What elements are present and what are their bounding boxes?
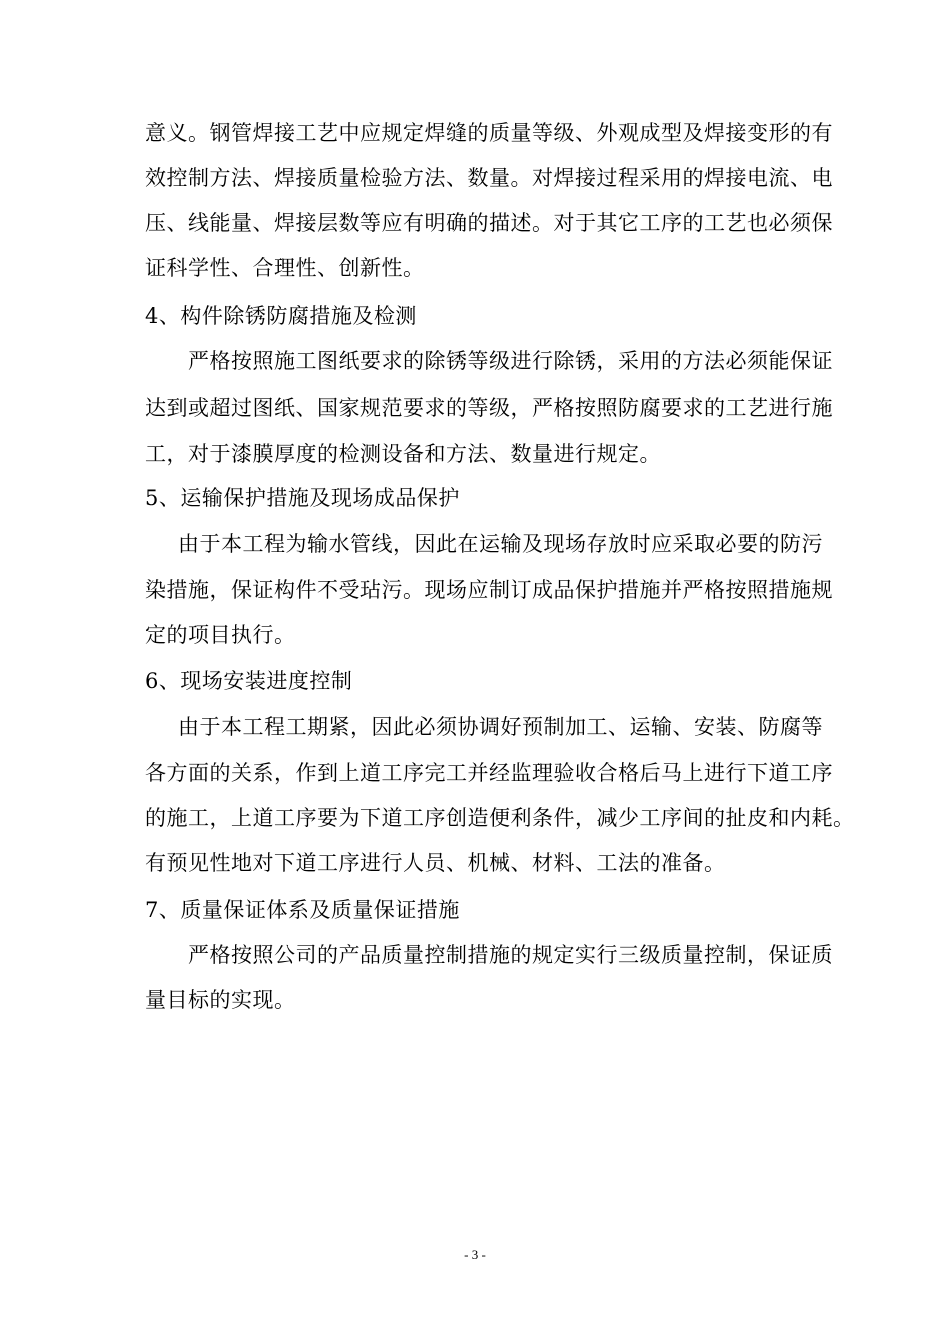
paragraph-line: 由于本工程为输水管线，因此在运输及现场存放时应采取必要的防污	[178, 532, 823, 556]
section-heading-6: 6、现场安装进度控制	[145, 669, 353, 693]
paragraph-line: 的施工，上道工序要为下道工序创造便利条件，减少工序间的扯皮和内耗。	[145, 806, 855, 830]
paragraph-line: 效控制方法、焊接质量检验方法、数量。对焊接过程采用的焊接电流、电	[145, 166, 833, 190]
paragraph-line: 各方面的关系，作到上道工序完工并经监理验收合格后马上进行下道工序	[145, 761, 833, 785]
section-heading-7: 7、质量保证体系及质量保证措施	[145, 898, 460, 922]
paragraph-line: 严格按照施工图纸要求的除锈等级进行除锈，采用的方法必须能保证	[188, 349, 833, 373]
paragraph-line: 定的项目执行。	[145, 623, 296, 647]
page-number: - 3 -	[464, 1247, 486, 1262]
paragraph-line: 达到或超过图纸、国家规范要求的等级，严格按照防腐要求的工艺进行施	[145, 396, 833, 420]
paragraph-line: 压、线能量、焊接层数等应有明确的描述。对于其它工序的工艺也必须保	[145, 211, 833, 235]
paragraph-line: 有预见性地对下道工序进行人员、机械、材料、工法的准备。	[145, 851, 726, 875]
paragraph-line: 严格按照公司的产品质量控制措施的规定实行三级质量控制，保证质	[188, 943, 833, 967]
paragraph-line: 意义。钢管焊接工艺中应规定焊缝的质量等级、外观成型及焊接变形的有	[145, 121, 833, 145]
paragraph-line: 工，对于漆膜厚度的检测设备和方法、数量进行规定。	[145, 442, 661, 466]
paragraph-line: 证科学性、合理性、创新性。	[145, 256, 425, 280]
section-heading-5: 5、运输保护措施及现场成品保护	[145, 486, 460, 510]
paragraph-line: 由于本工程工期紧，因此必须协调好预制加工、运输、安装、防腐等	[178, 715, 823, 739]
paragraph-line: 量目标的实现。	[145, 988, 296, 1012]
section-heading-4: 4、构件除锈防腐措施及检测	[145, 304, 417, 328]
paragraph-line: 染措施，保证构件不受玷污。现场应制订成品保护措施并严格按照措施规	[145, 578, 833, 602]
